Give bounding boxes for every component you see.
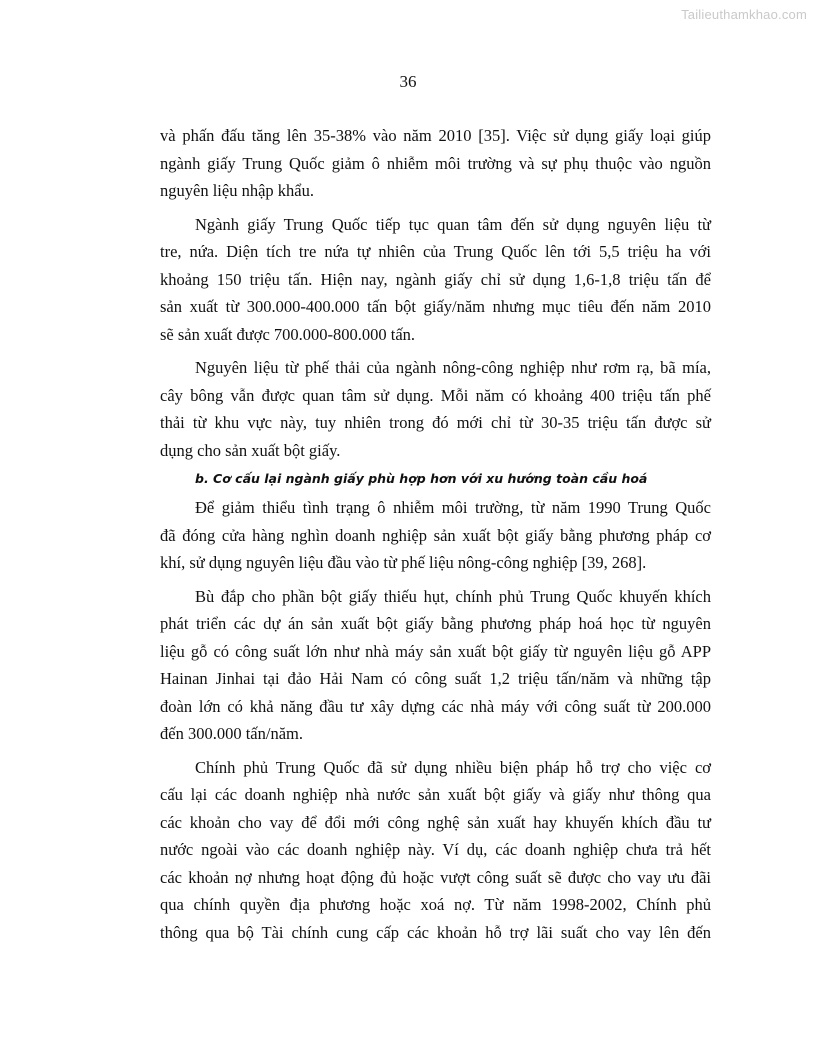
text-line: nguyên liệu nhập khẩu. bbox=[160, 181, 314, 200]
text-line: nước ngoài vào các doanh nghiệp này. Ví dụ, các doanh nghiệp chưa trả hết bbox=[160, 840, 711, 859]
text-line: khí, sử dụng nguyên liệu đầu vào từ phế liệu nông-công nghiệp [39, 268]. bbox=[160, 553, 647, 572]
text-line: qua chính quyền địa phương hoặc xoá nợ. Từ năm 1998-2002, Chính phủ bbox=[160, 895, 711, 914]
paragraph bbox=[160, 122, 711, 205]
text-line: các khoản cho vay để đổi mới công nghệ sản xuất hay khuyến khích đầu tư bbox=[160, 812, 711, 832]
text-line: phát triển các dự án sản xuất bột giấy bằng phương pháp hoá học từ nguyên bbox=[160, 614, 711, 633]
paragraph bbox=[160, 211, 711, 349]
text-line: Chính phủ Trung Quốc đã sử dụng nhiều biện pháp hỗ trợ cho việc cơ bbox=[195, 757, 711, 777]
text-line: thải từ khu vực này, tuy nhiên trong đó mới chỉ từ 30-35 triệu tấn được sử bbox=[160, 413, 711, 432]
text-line: liệu gỗ có công suất lớn như nhà máy sản xuất bột giấy từ nguyên liệu gỗ APP bbox=[160, 641, 711, 661]
text-line: Nguyên liệu từ phế thải của ngành nông-công nghiệp như rơm rạ, bã mía, bbox=[195, 358, 711, 377]
paragraph bbox=[160, 494, 711, 577]
text-line: cây bông vẫn được quan tâm sử dụng. Mỗi năm có khoảng 400 triệu tấn phế bbox=[160, 385, 711, 405]
text-line: các khoản nợ nhưng hoạt động đủ hoặc vượt công suất sẽ được cho vay ưu đãi bbox=[160, 867, 711, 887]
page-number: 36 bbox=[399, 72, 417, 91]
text-line: khoảng 150 triệu tấn. Hiện nay, ngành giấy chỉ sử dụng 1,6-1,8 triệu tấn để bbox=[160, 269, 711, 289]
text-line: đến 300.000 tấn/năm. bbox=[160, 724, 303, 743]
text-line: ngành giấy Trung Quốc giảm ô nhiễm môi trường và sự phụ thuộc vào nguồn bbox=[160, 153, 711, 173]
text-line: Bù đắp cho phần bột giấy thiếu hụt, chính phủ Trung Quốc khuyến khích bbox=[195, 586, 711, 606]
text-line: sẽ sản xuất được 700.000-800.000 tấn. bbox=[160, 324, 416, 344]
paragraph bbox=[160, 354, 711, 464]
text-line: và phấn đấu tăng lên 35-38% vào năm 2010 [35]. Việc sử dụng giấy loại giúp bbox=[160, 126, 711, 145]
paragraph bbox=[160, 754, 711, 947]
text-line: dụng cho sản xuất bột giấy. bbox=[160, 440, 341, 460]
text-line: cấu lại các doanh nghiệp nhà nước sản xuất bột giấy và giấy như thông qua bbox=[160, 785, 711, 804]
text-line: Để giảm thiểu tình trạng ô nhiễm môi trường, từ năm 1990 Trung Quốc bbox=[195, 498, 711, 517]
text-line: đoàn lớn có khả năng đầu tư xây dựng các nhà máy với công suất từ 200.000 bbox=[160, 696, 711, 716]
section-heading: b. Cơ cấu lại ngành giấy phù hợp hơn với xu hướng toàn cầu hoá bbox=[195, 471, 648, 486]
paragraph bbox=[160, 583, 711, 748]
text-line: Hainan Jinhai tại đảo Hải Nam có công suất 1,2 triệu tấn/năm và những tập bbox=[160, 669, 711, 688]
text-line: thông qua bộ Tài chính cung cấp các khoản hỗ trợ lãi suất cho vay lên đến bbox=[160, 922, 711, 942]
text-line: tre, nứa. Diện tích tre nứa tự nhiên của Trung Quốc lên tới 5,5 triệu ha với bbox=[160, 242, 711, 261]
text-line: đã đóng cửa hàng nghìn doanh nghiệp sản xuất bột giấy bằng phương pháp cơ bbox=[160, 525, 711, 545]
text-line: sản xuất từ 300.000-400.000 tấn bột giấy/năm nhưng mục tiêu đến năm 2010 bbox=[160, 297, 711, 316]
document-body bbox=[160, 122, 711, 946]
watermark-text: Tailieuthamkhao.com bbox=[681, 7, 807, 22]
text-line: Ngành giấy Trung Quốc tiếp tục quan tâm đến sử dụng nguyên liệu từ bbox=[195, 214, 711, 234]
